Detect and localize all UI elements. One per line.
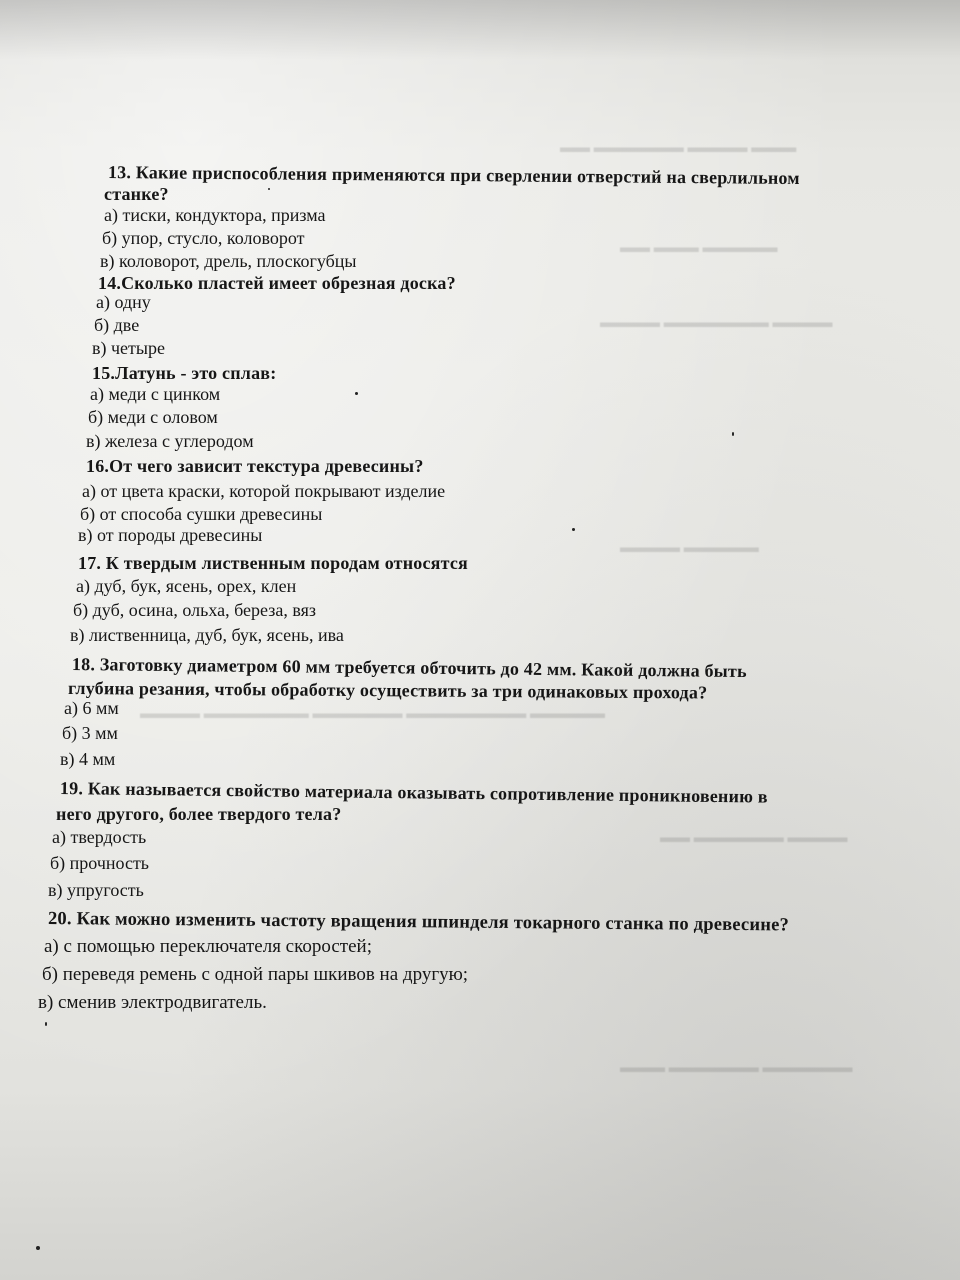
question-20-option-a: а) с помощью переключателя скоростей;	[44, 936, 372, 957]
question-14-option-b: б) две	[94, 315, 140, 335]
bleed-through-line: ▬▬▬▬▬ ▬▬▬▬	[620, 540, 759, 556]
question-18-option-c: в) 4 мм	[60, 749, 116, 769]
question-16: 16.От чего зависит текстура древесины?	[86, 456, 424, 476]
question-20-option-c: в) сменив электродвигатель.	[38, 992, 267, 1013]
toner-speck	[45, 1022, 47, 1026]
toner-speck	[572, 528, 575, 531]
question-13-line-1: 13. Какие приспособления применяются при сверлении отверстий на сверлильном	[107, 162, 800, 189]
bleed-through-line: ▬▬▬▬▬ ▬▬▬▬▬▬▬▬ ▬▬▬▬▬▬ ▬▬▬▬▬▬▬ ▬▬▬▬	[140, 706, 605, 722]
bleed-through-line: ▬▬▬▬▬ ▬▬▬ ▬▬	[620, 240, 778, 256]
question-13-line-2: станке?	[104, 184, 169, 204]
bleed-through-line: ▬▬▬▬ ▬▬▬▬▬▬ ▬▬	[660, 830, 848, 846]
question-17-option-a: а) дуб, бук, ясень, орех, клен	[76, 576, 297, 596]
question-18-option-a: а) 6 мм	[64, 698, 119, 718]
question-19-option-c: в) упругость	[48, 880, 144, 900]
bleed-through-line: ▬▬▬▬ ▬▬▬▬▬▬▬ ▬▬▬▬	[600, 315, 833, 331]
question-18-option-b: б) 3 мм	[62, 723, 118, 743]
question-14: 14.Сколько пластей имеет обрезная доска?	[98, 273, 456, 293]
question-19-line-2: него другого, более твердого тела?	[56, 804, 342, 824]
question-18-line-2: глубина резания, чтобы обработку осуществить за три одинаковых прохода?	[67, 678, 708, 703]
question-20: 20. Как можно изменить частоту вращения шпинделя токарного станка по древесине?	[47, 909, 790, 936]
question-15-option-c: в) железа с углеродом	[86, 431, 254, 451]
question-13-option-c: в) коловорот, дрель, плоскогубцы	[100, 251, 357, 271]
question-15-option-b: б) меди с оловом	[88, 407, 218, 427]
toner-speck	[732, 432, 734, 436]
question-14-option-c: в) четыре	[92, 338, 165, 358]
question-17: 17. К твердым лиственным породам относятся	[78, 553, 468, 573]
question-19-option-a: а) твердость	[52, 827, 147, 847]
question-18-line-1: 18. Заготовку диаметром 60 мм требуется обточить до 42 мм. Какой должна быть	[71, 654, 747, 682]
question-20-option-b: б) переведя ремень с одной пары шкивов на другую;	[42, 964, 469, 985]
question-16-option-c: в) от породы древесины	[78, 525, 263, 545]
question-17-option-b: б) дуб, осина, ольха, береза, вяз	[73, 600, 316, 620]
bleed-through-line: ▬▬▬ ▬▬▬▬ ▬▬▬▬▬▬ ▬▬	[560, 140, 797, 156]
question-16-option-b: б) от способа сушки древесины	[80, 504, 323, 524]
question-19-option-b: б) прочность	[50, 853, 150, 873]
question-16-option-a: а) от цвета краски, которой покрывают изделие	[82, 481, 446, 501]
question-13-option-a: а) тиски, кондуктора, призма	[104, 205, 326, 225]
question-13-option-b: б) упор, стусло, коловорот	[102, 228, 305, 248]
question-17-option-c: в) лиственница, дуб, бук, ясень, ива	[70, 625, 344, 645]
question-15-option-a: а) меди с цинком	[90, 384, 221, 404]
bleed-through-line: ▬▬▬▬▬▬ ▬▬▬▬▬▬ ▬▬▬	[620, 1060, 853, 1076]
toner-speck	[36, 1246, 40, 1250]
question-19-line-1: 19. Как называется свойство материала оказывать сопротивление проникновению в	[59, 778, 768, 807]
toner-speck	[355, 392, 358, 395]
question-14-option-a: а) одну	[96, 292, 151, 312]
question-15: 15.Латунь - это сплав:	[92, 363, 277, 383]
toner-speck	[268, 188, 270, 190]
paper-shadow	[0, 0, 960, 60]
